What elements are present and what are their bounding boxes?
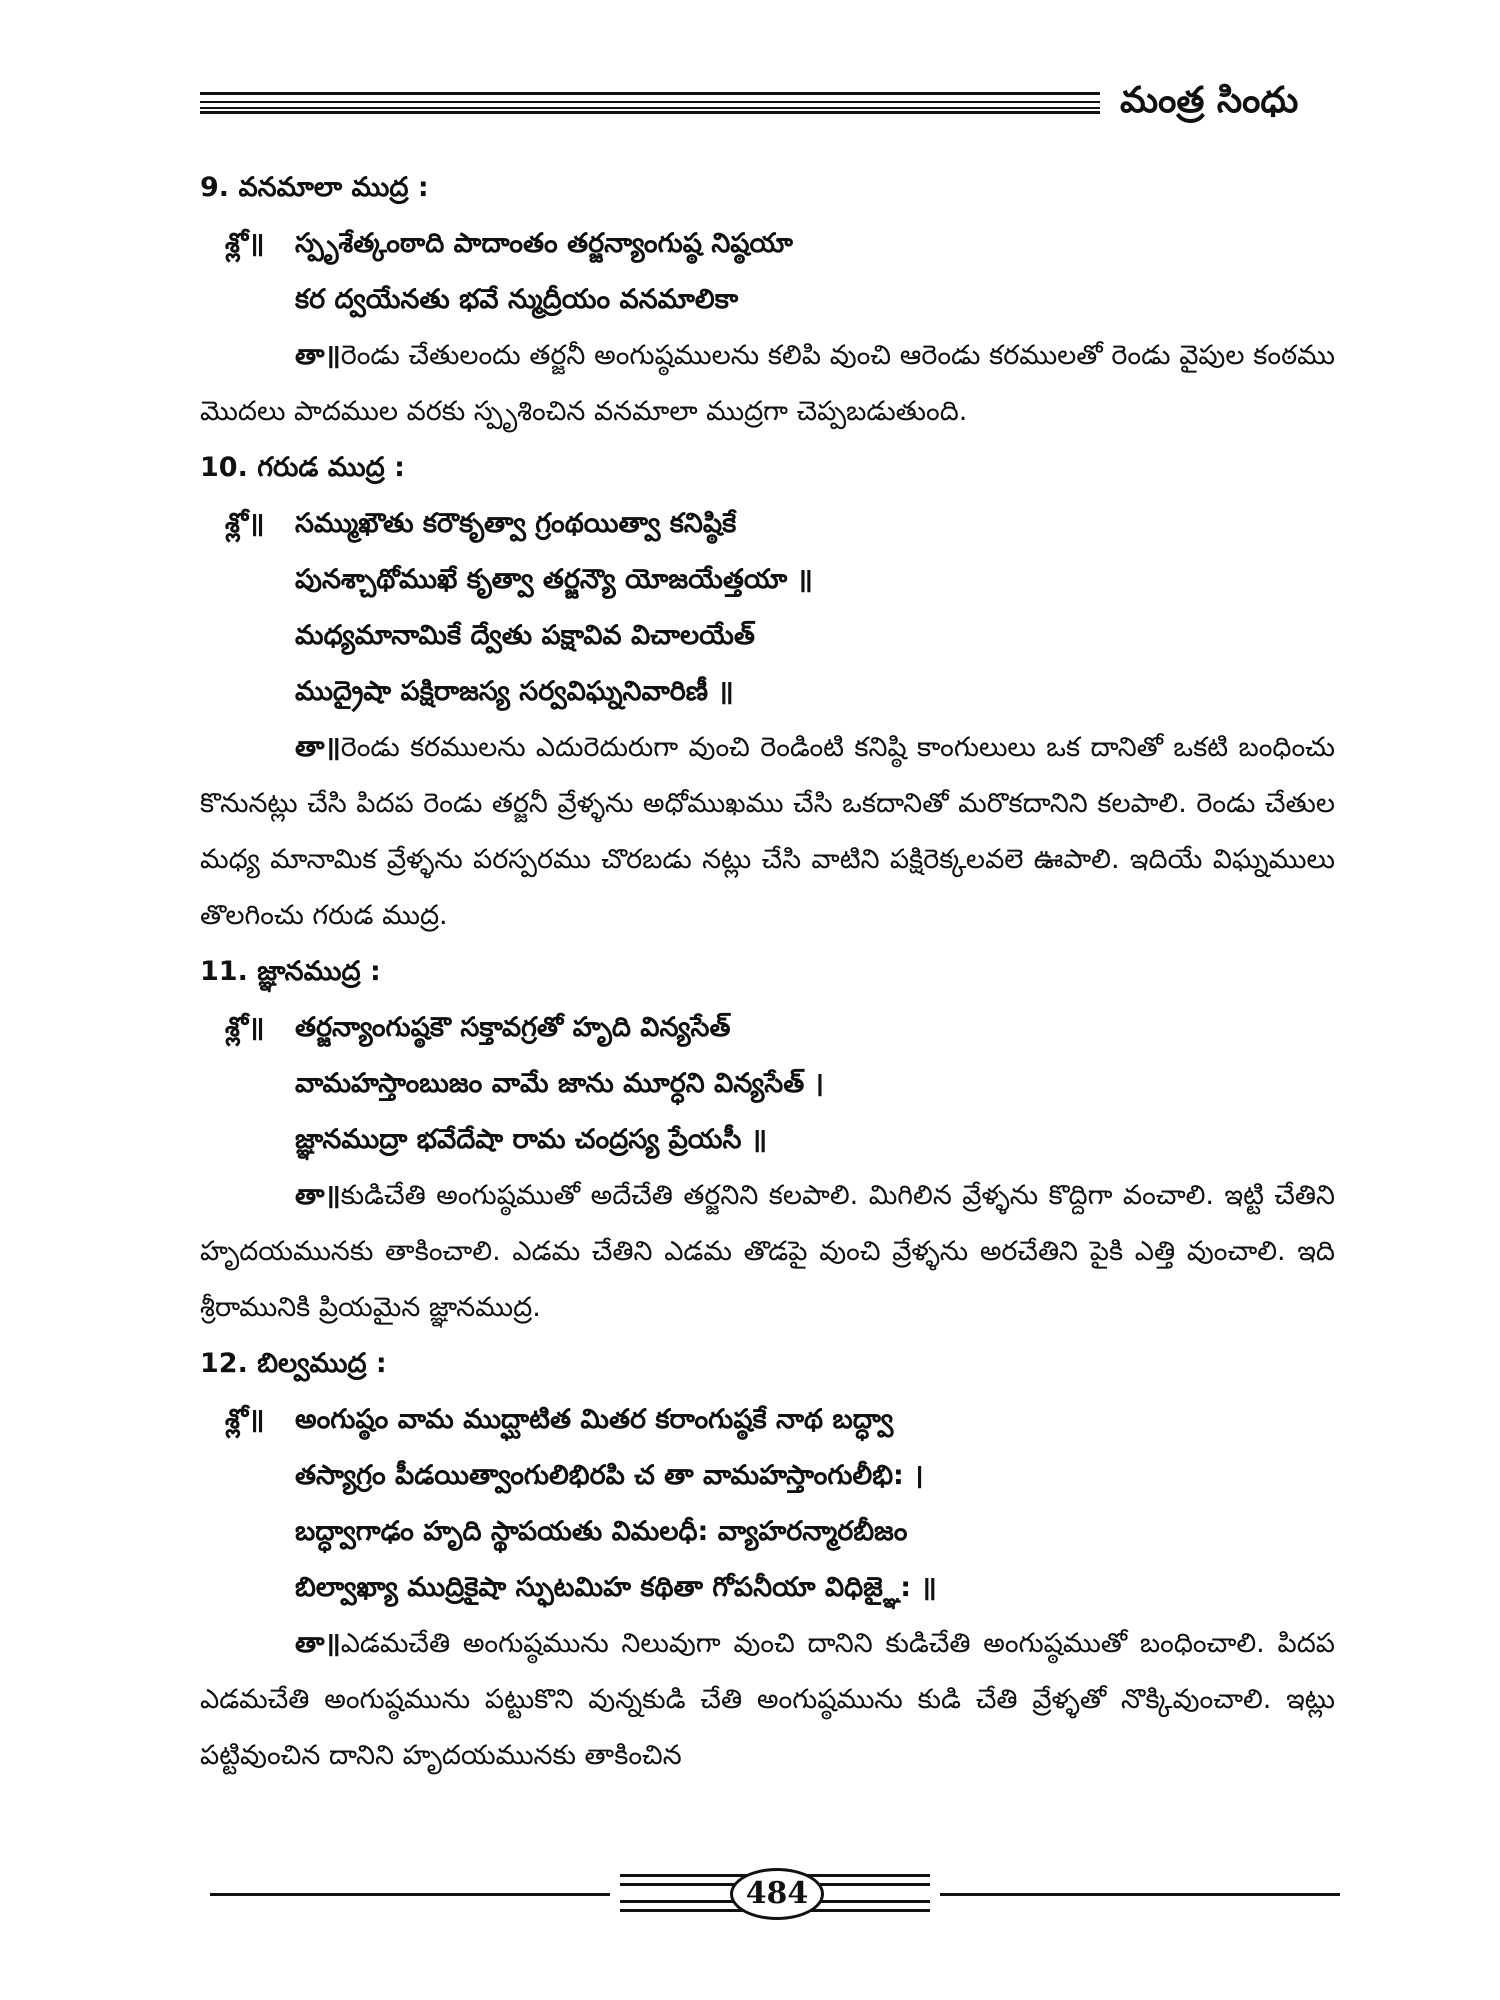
verse-mark: శ్లో॥ bbox=[225, 1404, 265, 1435]
verse-line: బిల్వాఖ్యా ముద్రికైషా స్ఫుటమిహ కథితా గోపనీయా విధిజ్ఞై: ॥ bbox=[295, 1572, 937, 1603]
meaning-mark: తా॥ bbox=[295, 340, 341, 371]
verse-line: పునశ్చాథోముఖే కృత్వా తర్జన్యౌ యోజయేత్తయా ॥ bbox=[295, 564, 813, 595]
book-title: మంత్ర సింధు bbox=[1120, 80, 1299, 121]
verse-line: తర్జన్యాంగుష్ఠకౌ సక్తావగ్రతో హృది విన్యసేత్ bbox=[295, 1012, 731, 1043]
section-heading: 10. గరుడ ముద్ర : bbox=[200, 452, 405, 483]
verse-line: ముద్రైషా పక్షిరాజస్య సర్వవిఘ్ననివారిణీ ॥ bbox=[295, 676, 734, 707]
page-footer bbox=[210, 1860, 1340, 1920]
verse-line: స్పృశేత్కంఠాది పాదాంతం తర్జన్యాంగుష్ఠ నిష్ఠయా bbox=[295, 228, 793, 259]
verse-mark: శ్లో॥ bbox=[225, 508, 265, 539]
meaning-text: రెండు చేతులందు తర్జనీ అంగుష్ఠములను కలిపి వుంచి ఆరెండు కరములతో రెండు వైపుల కంఠము మొదలు పాదముల వరకు స్పృశించిన వనమాలా ముద్రగా చెప్పబడుతుంది. bbox=[200, 340, 1335, 427]
verse-line: అంగుష్ఠం వామ ముద్ఘాటిత మితర కరాంగుష్ఠకే నాథ బద్ధ్వా bbox=[295, 1404, 894, 1435]
verse-line: బద్ధ్వాగాఢం హృది స్థాపయతు విమలధీ: వ్యాహరన్మారబీజం bbox=[295, 1516, 908, 1547]
section-garuda-mudra bbox=[200, 440, 1335, 944]
verse-block bbox=[200, 1392, 1335, 1616]
page-number: 484 bbox=[730, 1868, 824, 1920]
footer-rule-left bbox=[210, 1893, 610, 1896]
verse-mark: శ్లో॥ bbox=[225, 228, 265, 259]
verse-line: జ్ఞానముద్రా భవేదేషా రామ చంద్రస్య ప్రేయసీ ॥ bbox=[295, 1124, 768, 1155]
verse-line: వామహస్తాంబుజం వామే జాను మూర్ధని విన్యసేత్ । bbox=[295, 1068, 824, 1099]
verse-line: మధ్యమానామికే ద్వేతు పక్షావివ విచాలయేత్ bbox=[295, 620, 755, 651]
page-content bbox=[200, 160, 1335, 1784]
verse-line: సమ్ముఖౌతు కరౌకృత్వా గ్రంథయిత్వా కనిష్ఠికే bbox=[295, 508, 737, 539]
meaning-mark: తా॥ bbox=[295, 1628, 341, 1659]
verse-mark: శ్లో॥ bbox=[225, 1012, 265, 1043]
verse-line: తస్యాగ్రం పీడయిత్వాంగులిభిరపి చ తా వామహస్తాంగులీభి: । bbox=[295, 1460, 924, 1491]
verse-block bbox=[200, 1000, 1335, 1168]
section-bilva-mudra bbox=[200, 1336, 1335, 1784]
meaning-mark: తా॥ bbox=[295, 1180, 341, 1211]
verse-block bbox=[200, 216, 1335, 328]
footer-rule-right bbox=[940, 1893, 1340, 1896]
running-header bbox=[200, 78, 1335, 128]
meaning-text: కుడిచేతి అంగుష్ఠముతో అదేచేతి తర్జనిని కలపాలి. మిగిలిన వ్రేళ్ళను కొద్దిగా వంచాలి. ఇట్టి చేతిని హృదయమునకు తాకించాలి. ఎడమ చేతిని ఎడమ తొడపై వుంచి వ్రేళ్ళను అరచేతిని పైకి ఎత్తి వుంచాలి. ఇది శ్రీరామునికి ప్రియమైన జ్ఞానముద్ర. bbox=[200, 1180, 1335, 1323]
meaning-text: ఎడమచేతి అంగుష్ఠమును నిలువుగా వుంచి దానిని కుడిచేతి అంగుష్ఠముతో బంధించాలి. పిదప ఎడమచేతి అంగుష్ఠమును పట్టుకొని వున్నకుడి చేతి అంగుష్ఠమును కుడి చేతి వ్రేళ్ళతో నొక్కివుంచాలి. ఇట్లు పట్టివుంచిన దానిని హృదయమునకు తాకించిన bbox=[200, 1628, 1335, 1771]
meaning-paragraph bbox=[200, 720, 1335, 944]
section-vanamala-mudra bbox=[200, 160, 1335, 440]
section-heading: 11. జ్ఞానముద్ర : bbox=[200, 956, 381, 987]
section-jnana-mudra bbox=[200, 944, 1335, 1336]
verse-line: కర ద్వయేనతు భవే న్ముద్రీయం వనమాలికా bbox=[295, 284, 739, 315]
section-heading: 9. వనమాలా ముద్ర : bbox=[200, 172, 429, 203]
section-heading: 12. బిల్వముద్ర : bbox=[200, 1348, 387, 1379]
meaning-text: రెండు కరములను ఎదురెదురుగా వుంచి రెండింటి కనిష్ఠి కాంగులులు ఒక దానితో ఒకటి బంధించు కొనునట్లు చేసి పిదప రెండు తర్జనీ వ్రేళ్ళను అధోముఖము చేసి ఒకదానితో మరొకదానిని కలపాలి. రెండు చేతుల మధ్య మానామిక వ్రేళ్ళను పరస్పరము చొరబడు నట్లు చేసి వాటిని పక్షిరెక్కలవలె ఊపాలి. ఇదియే విఘ్నములు తొలగించు గరుడ ముద్ర. bbox=[200, 732, 1335, 931]
header-rule bbox=[200, 92, 1100, 114]
meaning-paragraph bbox=[200, 328, 1335, 440]
meaning-paragraph bbox=[200, 1616, 1335, 1784]
verse-block bbox=[200, 496, 1335, 720]
meaning-mark: తా॥ bbox=[295, 732, 341, 763]
meaning-paragraph bbox=[200, 1168, 1335, 1336]
